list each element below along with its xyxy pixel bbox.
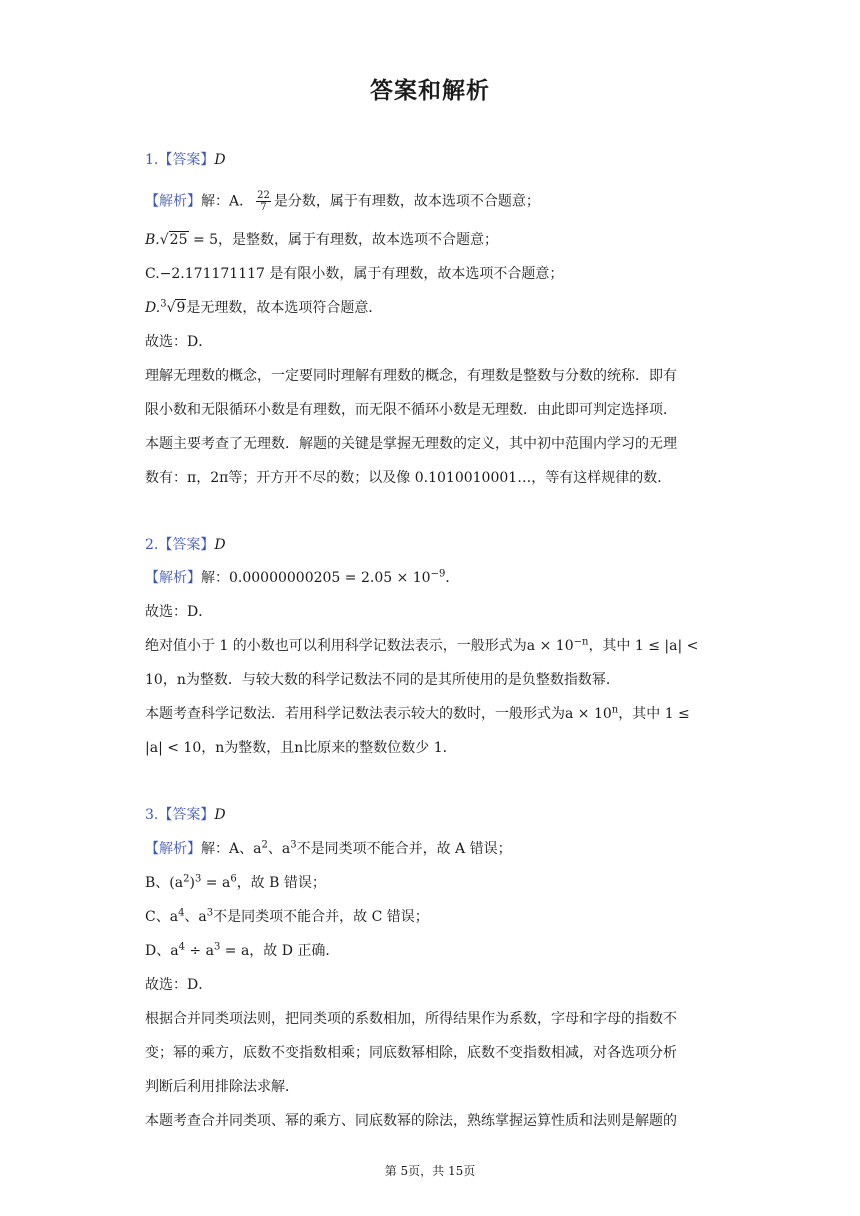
q3-l2-c: = a <box>201 875 231 891</box>
q2-para-4: |a| < 10，n为整数，且n比原来的整数位数少 1． <box>145 740 457 756</box>
q1-number: 1. <box>145 152 159 168</box>
q2-l1-post: ． <box>445 570 460 586</box>
q3-l3-b: 、a <box>184 909 207 925</box>
q3-analysis-label: 【解析】 <box>145 841 201 857</box>
q3-para-4: 本题考查合并同类项、幂的乘方、同底数幂的除法，熟练掌握运算性质和法则是解题的 <box>145 1113 677 1129</box>
page-footer: 第 5页，共 15页 <box>384 1164 476 1178</box>
q2-analysis-label: 【解析】 <box>145 570 201 586</box>
q3-l3-a: C、a <box>145 909 179 925</box>
q1-analysis-label: 【解析】 <box>145 193 201 210</box>
q3-l2-e3: 6 <box>230 873 237 885</box>
q3-l1-e1: 2 <box>261 839 268 851</box>
q1-root-index: 3 <box>160 298 167 310</box>
q3-analysis-line-1 <box>145 839 512 859</box>
q1-analysis-line-2 <box>145 230 498 250</box>
q1-frac-num: 22 <box>257 190 270 201</box>
q3-l2-e2: 3 <box>194 873 202 885</box>
q2-answer-value: D <box>214 537 226 553</box>
q1-l2-pre: B. <box>145 232 160 248</box>
q3-l2-b: ) <box>189 875 195 891</box>
q2-choose: 故选：D． <box>145 604 213 620</box>
q2-analysis-line-1 <box>145 568 459 588</box>
q1-analysis-line-3: C.−2.171171117 是有限小数，属于有理数，故本选项不合题意； <box>145 266 564 282</box>
q3-choose: 故选：D． <box>145 977 213 993</box>
q1-analysis-line-4 <box>145 298 382 318</box>
q2-p1-exp: −n <box>573 636 589 648</box>
q3-answer-label: 【答案】 <box>158 807 215 823</box>
q1-l2-radicand: 25 <box>169 232 188 248</box>
q3-l2-d: ，故 B 错误； <box>236 875 326 891</box>
q2-para-3 <box>145 704 690 724</box>
q2-answer <box>145 535 226 555</box>
q2-l1-exp: −9 <box>430 568 446 580</box>
q1-para-3: 本题主要考查了无理数．解题的关键是掌握无理数的定义，其中初中范围内学习的无理 <box>145 436 677 452</box>
q1-answer-value: D <box>214 152 226 168</box>
q1-l4-post: 是无理数，故本选项符合题意． <box>186 300 383 316</box>
q3-l4-e2: 3 <box>213 941 221 953</box>
q3-l4-c: = a，故 D 正确． <box>220 943 340 959</box>
q3-analysis-line-2 <box>145 873 326 893</box>
q1-l1-pre: 解：A． <box>201 193 254 210</box>
q3-l4-a: D、a <box>145 943 179 959</box>
q3-l2-a: B、(a <box>145 875 184 891</box>
q2-l1-pre: 解：0.00000000205 = 2.05 × 10 <box>201 570 431 586</box>
q2-p3-exp: n <box>611 704 619 716</box>
q3-l3-c: 不是同类项不能合并，故 C 错误； <box>213 909 429 925</box>
q3-l1-b: 、a <box>267 841 291 857</box>
q3-analysis-line-3 <box>145 907 429 927</box>
q1-para-1: 理解无理数的概念，一定要同时理解有理数的概念，有理数是整数与分数的统称．即有 <box>145 368 677 384</box>
q2-para-2: 10，n为整数．与较大数的科学记数法不同的是其所使用的是负整数指数幂． <box>145 672 620 688</box>
q3-para-2: 变；幂的乘方，底数不变指数相乘；同底数幂相除，底数不变指数相减，对各选项分析 <box>145 1045 677 1061</box>
q3-analysis-line-4 <box>145 941 339 961</box>
q2-p3-post: ，其中 1 ≤ <box>618 706 690 722</box>
q1-answer <box>145 150 226 170</box>
q3-para-1: 根据合并同类项法则，把同类项的系数相加，所得结果作为系数，字母和字母的指数不 <box>145 1011 677 1027</box>
q2-answer-label: 【答案】 <box>158 537 215 553</box>
q3-number: 3. <box>145 807 159 823</box>
q1-frac-den: 7 <box>260 202 267 213</box>
q1-l2-post: = 5，是整数，属于有理数，故本选项不合题意； <box>188 232 499 248</box>
q2-p3-pre: 本题考查科学记数法．若用科学记数法表示较大的数时，一般形式为a × 10 <box>145 706 612 722</box>
q1-choose: 故选：D． <box>145 334 213 350</box>
q3-l4-e1: 4 <box>178 941 185 953</box>
q3-l3-e1: 4 <box>178 907 185 919</box>
q3-l4-b: ÷ a <box>184 943 214 959</box>
q1-sqrt-sign: √ <box>159 232 169 248</box>
q1-fraction <box>256 190 271 213</box>
q1-answer-label: 【答案】 <box>158 152 215 168</box>
q3-answer-value: D <box>214 807 226 823</box>
q1-analysis-line-1 <box>145 190 540 213</box>
q1-para-2: 限小数和无限循环小数是有理数，而无限不循环小数是无理数．由此即可判定选择项． <box>145 402 677 418</box>
q1-l4-pre: D. <box>145 300 161 316</box>
q2-para-1 <box>145 636 698 656</box>
q3-para-3: 判断后利用排除法求解． <box>145 1079 299 1095</box>
q3-answer <box>145 805 226 825</box>
q3-l1-c: 不是同类项不能合并，故 A 错误； <box>296 841 512 857</box>
q3-l1-e2: 3 <box>290 839 297 851</box>
q3-l2-e1: 2 <box>183 873 190 885</box>
q2-p1-post: ，其中 1 ≤ |a| < <box>588 638 699 654</box>
q3-l1-a: 解：A、a <box>201 841 262 857</box>
q2-number: 2. <box>145 537 159 553</box>
q3-l3-e2: 3 <box>206 907 214 919</box>
page-title: 答案和解析 <box>370 78 490 104</box>
q1-para-4: 数有：π，2π等；开方开不尽的数；以及像 0.1010010001…，等有这样规律的数． <box>145 470 672 486</box>
q2-p1-pre: 绝对值小于 1 的小数也可以利用科学记数法表示，一般形式为a × 10 <box>145 638 574 654</box>
q1-l4-radicand: 9 <box>176 300 186 316</box>
q1-l1-post: 是分数，属于有理数，故本选项不合题意； <box>273 193 540 210</box>
q1-cbrt-sign: √ <box>166 300 176 316</box>
